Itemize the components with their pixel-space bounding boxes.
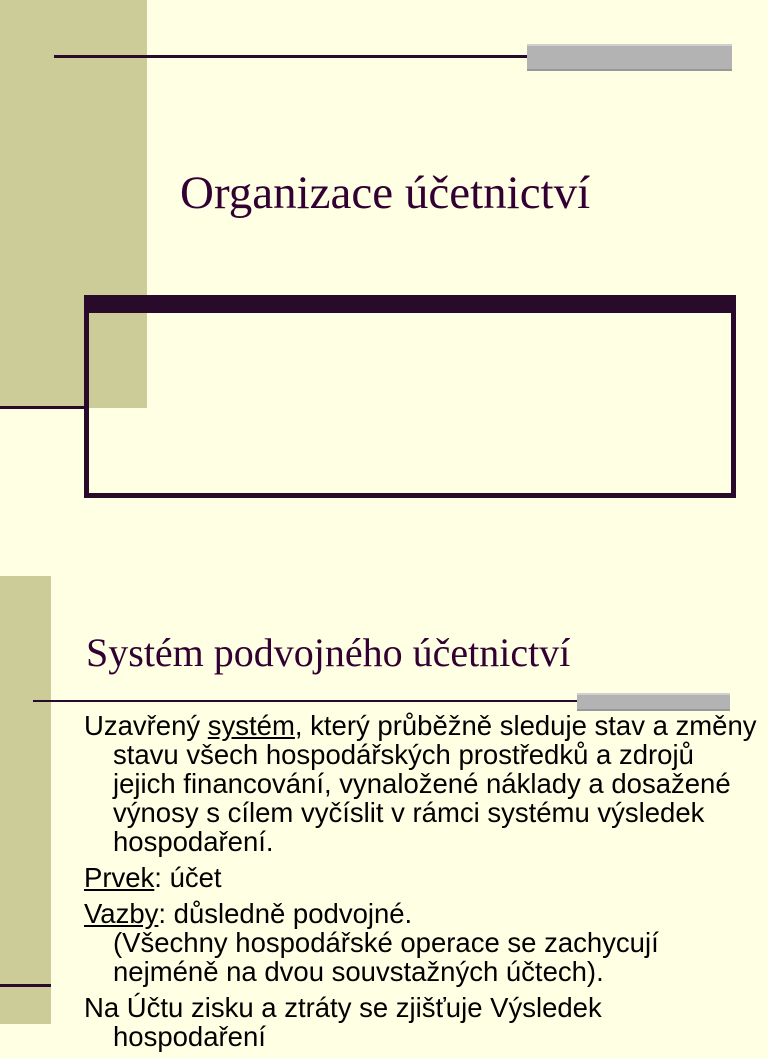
paragraph-note: (Všechny hospodářské operace se zachycují nejméně na dvou souvstažných účtech). <box>113 927 659 987</box>
subtitle-frame <box>84 295 736 498</box>
sidebar-block <box>0 576 51 1024</box>
paragraph-text: : účet <box>154 862 222 893</box>
sidebar-connector-line <box>0 406 86 409</box>
paragraph-element <box>84 863 760 892</box>
paragraph-result <box>84 993 760 1051</box>
system-link[interactable]: systém <box>207 710 295 741</box>
term-vazby: Vazby <box>84 898 159 929</box>
paragraph-text: Na Účtu zisku a ztráty se zjišťuje Výsledek hospodaření <box>84 992 602 1052</box>
paragraph-text: , který průběžně sleduje stav a změny stavu všech hospodářských prostředků a zdrojů jejich financování, vynaložené náklady a dosažené výnosy s cílem vyčíslit v rámci systému výsledek hospodaření. <box>113 710 757 857</box>
paragraph-links <box>84 899 760 986</box>
paragraph-text: : důsledně podvojné. <box>158 898 413 929</box>
paragraph-text: Uzavřený <box>84 710 208 741</box>
slide-2 <box>0 576 768 1052</box>
term-prvek: Prvek <box>84 862 155 893</box>
sidebar-tick-line <box>0 984 51 987</box>
gray-accent-bar <box>577 693 730 711</box>
slide-title: Systém podvojného účetnictví <box>86 630 571 675</box>
paragraph-definition <box>84 711 760 856</box>
gray-accent-bar <box>527 44 732 71</box>
slide-1 <box>0 0 768 528</box>
body-text <box>84 711 760 1058</box>
slide-title: Organizace účetnictví <box>180 167 591 219</box>
